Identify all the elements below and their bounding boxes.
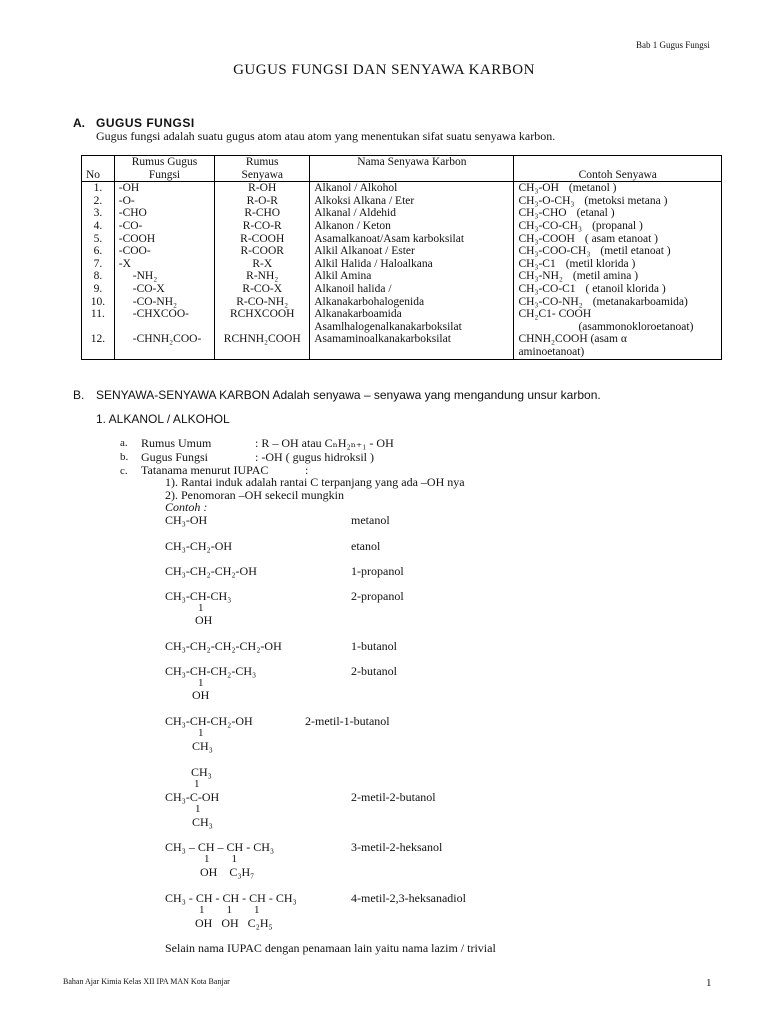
item-letter-c: c. [120,465,128,477]
header-rumus-gugus: Rumus Gugus Fungsi [114,156,214,182]
example-branch-group: OH [192,688,210,702]
table-row [82,220,722,233]
section-a-title: GUGUS FUNGSI [96,116,195,130]
item-letter-a: a. [120,437,128,449]
cell-nama: Asamalkanoat/Asam karboksilat [310,233,514,246]
cell-rumus: R-CO-R [215,220,310,233]
example-name: 2-metil-2-butanol [351,790,436,804]
cell-rumus: R-CO-X [215,283,310,296]
example-name: 1-propanol [351,564,404,578]
example-name: metanol [351,513,390,527]
example-formula: CH₃-CH₂-CH₂-CH₂-OH [165,639,282,653]
cell-rumus: RCHNH₂COOH [215,333,310,359]
cell-rumus: RCHXCOOH [215,308,310,333]
cell-nama: Alkanakarbohalogenida [310,296,514,309]
example-top-group: CH₃ [191,765,212,779]
example-formula: CH₃-OH [165,513,208,527]
example-branch-group: OH [195,613,213,627]
cell-nama: Alkoksi Alkana / Eter [310,195,514,208]
table-row [82,258,722,271]
cell-gugus: -OH [114,182,214,195]
header-rumus-senyawa: Rumus Senyawa [215,156,310,182]
cell-contoh: CH₂C1- COOH (asammonokloroetanoat) [514,308,722,333]
footer-left: Bahan Ajar Kimia Kelas XII IPA MAN Kota Banjar [63,977,230,986]
example-formula: CH₃-CH₂-OH [165,539,233,553]
cell-gugus: -O- [114,195,214,208]
item-value-rumus-umum: : R – OH atau CₙH₂ₙ₊₁ - OH [255,436,394,450]
section-b-text: SENYAWA-SENYAWA KARBON Adalah senyawa – senyawa yang mengandung unsur karbon. [96,388,601,402]
cell-contoh: CH₃-CHO (etanal ) [514,207,722,220]
table-row [82,296,722,309]
example-name: 2-metil-1-butanol [305,714,390,728]
cell-nama: Alkil Halida / Haloalkana [310,258,514,271]
example-formula: CH₃ – CH – CH - CH₃ [165,840,275,854]
cell-no: 6. [82,245,115,258]
example-branch-bond: 1 [198,727,204,739]
cell-contoh: CH₃-C1 (metil klorida ) [514,258,722,271]
example-name: 1-butanol [351,639,397,653]
section-b-letter: B. [73,388,85,402]
table-row [82,233,722,246]
cell-nama: Alkanakarboamida Asamlhalogenalkanakarboksilat [310,308,514,333]
cell-nama: Alkanon / Keton [310,220,514,233]
cell-no: 8. [82,270,115,283]
example-top-bond: 1 [194,778,200,790]
rule-1: 1). Rantai induk adalah rantai C terpanjang yang ada –OH nya [165,475,465,489]
example-branch-bond: 1 1 1 [199,904,260,916]
table-row [82,195,722,208]
cell-contoh: CH₃-CO-C1 ( etanoil klorida ) [514,283,722,296]
header-no: No [82,156,115,182]
cell-no: 3. [82,207,115,220]
example-formula: CH₃-C-OH [165,790,220,804]
header-contoh: Contoh Senyawa [514,156,722,182]
cell-contoh: CH₃-COOH ( asam etanoat ) [514,233,722,246]
example-branch-group: CH₃ [192,815,213,829]
cell-gugus: -X [114,258,214,271]
cell-contoh: CHNH₂COOH (asam α aminoetanoat) [514,333,722,359]
cell-gugus: -CO- [114,220,214,233]
table-row [82,270,722,283]
example-name: 2-propanol [351,589,404,603]
cell-contoh: CH₃-NH₂ (metil amina ) [514,270,722,283]
cell-no: 10. [82,296,115,309]
cell-contoh: CH₃-COO-CH₃ (metil etanoat ) [514,245,722,258]
cell-rumus: R-COOR [215,245,310,258]
cell-no: 5. [82,233,115,246]
cell-no: 11. [82,308,115,333]
cell-gugus: -CHO [114,207,214,220]
table-row [82,245,722,258]
cell-contoh: CH₃-CO-NH₂ (metanakarboamida) [514,296,722,309]
cell-rumus: R-CHO [215,207,310,220]
section-a-letter: A. [73,116,85,130]
example-branch-group: OH OH C₂H₅ [195,916,273,930]
cell-nama: Alkanol / Alkohol [310,182,514,195]
table-header-row [82,156,722,182]
contoh-label: Contoh : [165,500,208,514]
example-name: 3-metil-2-heksanol [351,840,443,854]
section-a-description: Gugus fungsi adalah suatu gugus atom atau atom yang menentukan sifat suatu senyawa karbon. [96,129,556,143]
example-branch-bond: 1 [198,602,204,614]
item-value-iupac: : [305,463,309,477]
cell-rumus: R-CO-NH₂ [215,296,310,309]
rule-2: 2). Penomoran –OH sekecil mungkin [165,488,344,502]
table-row [82,333,722,359]
page-title: GUGUS FUNGSI DAN SENYAWA KARBON [233,62,535,78]
item-label-iupac: Tatanama menurut IUPAC [141,463,269,477]
cell-rumus: R-OH [215,182,310,195]
cell-rumus: R-NH₂ [215,270,310,283]
cell-nama: Alkanal / Aldehid [310,207,514,220]
example-branch-bond: 1 [195,803,201,815]
example-name: etanol [351,539,381,553]
cell-no: 12. [82,333,115,359]
table-row [82,308,722,333]
example-formula: CH₃ - CH - CH - CH - CH₃ [165,891,297,905]
cell-rumus: R-COOH [215,233,310,246]
example-branch-bond: 1 1 [204,853,237,865]
cell-gugus: -COO- [114,245,214,258]
cell-no: 4. [82,220,115,233]
cell-nama: Alkil Alkanoat / Ester [310,245,514,258]
cell-contoh: CH₃-O-CH₃ (metoksi metana ) [514,195,722,208]
cell-no: 2. [82,195,115,208]
cell-contoh: CH₃-CO-CH₃ (propanal ) [514,220,722,233]
table-row [82,182,722,195]
cell-no: 9. [82,283,115,296]
cell-gugus: -CO-NH₂ [114,296,214,309]
page-number: 1 [706,977,712,989]
subsection-alkanol-heading: 1. ALKANOL / ALKOHOL [96,412,230,426]
functional-group-table [81,155,722,360]
cell-nama: Asamaminoalkanakarboksilat [310,333,514,359]
example-branch-group: CH₃ [192,739,213,753]
closing-text: Selain nama IUPAC dengan penamaan lain yaitu nama lazim / trivial [165,941,496,955]
example-branch-bond: 1 [198,677,204,689]
cell-gugus: -COOH [114,233,214,246]
header-nama: Nama Senyawa Karbon [310,156,514,182]
example-formula: CH₃-CH-CH₂-CH₃ [165,664,257,678]
item-letter-b: b. [120,451,129,463]
item-label-gugus-fungsi: Gugus Fungsi [141,450,209,464]
table-row [82,283,722,296]
cell-nama: Alkanoil halida / [310,283,514,296]
cell-contoh: CH₃-OH (metanol ) [514,182,722,195]
cell-gugus: -CHNH₂COO- [114,333,214,359]
cell-gugus: -CHXCOO- [114,308,214,333]
example-formula: CH₃-CH₂-CH₂-OH [165,564,257,578]
cell-gugus: -NH₂ [114,270,214,283]
cell-nama: Alkil Amina [310,270,514,283]
example-branch-group: OH C₃H₇ [200,865,255,879]
example-name: 4-metil-2,3-heksanadiol [351,891,466,905]
example-formula: CH₃-CH-CH₃ [165,589,232,603]
cell-rumus: R-X [215,258,310,271]
table-row [82,207,722,220]
cell-gugus: -CO-X [114,283,214,296]
cell-no: 7. [82,258,115,271]
item-value-gugus-fungsi: : -OH ( gugus hidroksil ) [255,450,374,464]
cell-rumus: R-O-R [215,195,310,208]
cell-no: 1. [82,182,115,195]
example-formula: CH₃-CH-CH₂-OH [165,714,253,728]
running-header: Bab 1 Gugus Fungsi [636,40,710,50]
item-label-rumus-umum: Rumus Umum [141,436,212,450]
example-name: 2-butanol [351,664,397,678]
